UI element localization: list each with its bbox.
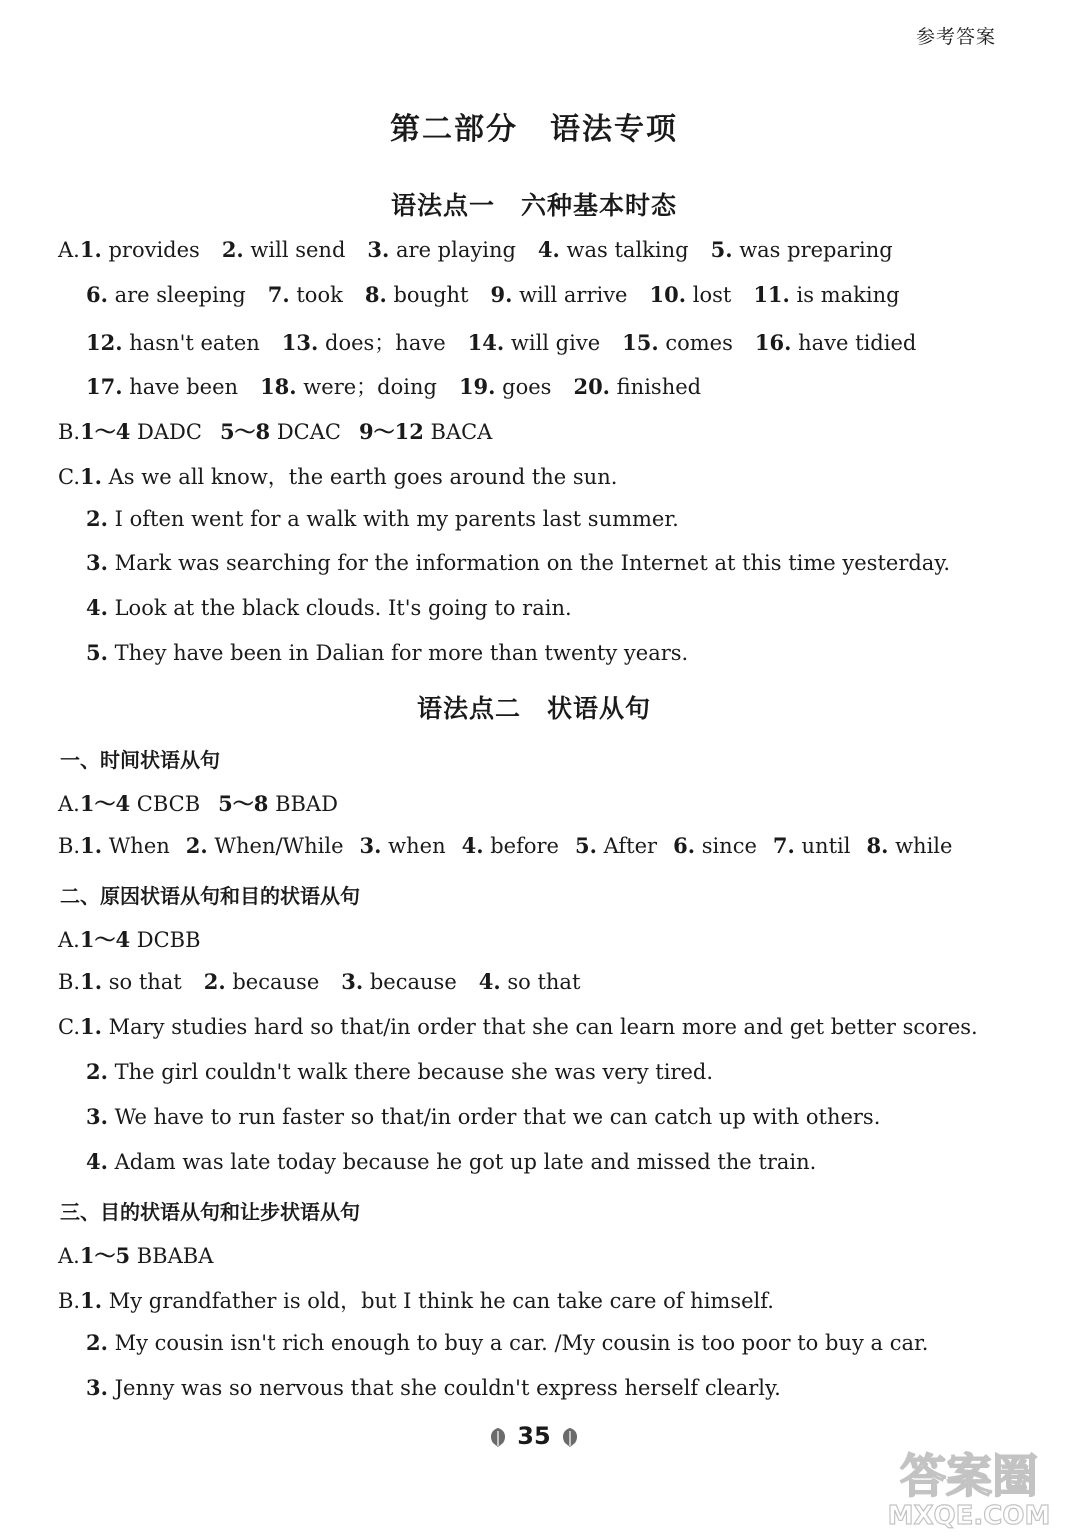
answer-text: goes — [495, 375, 552, 399]
answer-item — [673, 834, 757, 858]
answer-number: 1～4 — [79, 791, 131, 816]
answer-item — [341, 970, 457, 994]
answer-number: 9. — [490, 282, 513, 307]
answer-text: was talking — [559, 238, 689, 262]
answer-number: 13. — [281, 330, 319, 355]
answer-number: 2. — [86, 1330, 108, 1355]
answer-text: is making — [789, 283, 900, 307]
answer-text: bought — [386, 283, 469, 307]
answer-line: C.1. As we all know，the earth goes around the sun. — [58, 464, 618, 489]
answer-text: When — [102, 834, 170, 858]
answer-text: will arrive — [512, 283, 628, 307]
answer-number: 1. — [79, 237, 102, 262]
answer-item — [260, 375, 437, 399]
answer-item — [80, 238, 200, 262]
answer-item — [86, 1060, 713, 1084]
answer-item — [282, 331, 446, 355]
answer-line — [86, 1104, 880, 1129]
answer-item — [365, 283, 469, 307]
answer-number: 5～8 — [219, 419, 271, 444]
leaf-right-icon — [559, 1426, 581, 1448]
answer-item — [80, 420, 202, 444]
answer-text: As we all know，the earth goes around the sun. — [101, 465, 618, 489]
answer-line: B.1. so that 2. because 3. because 4. so that — [58, 969, 581, 994]
answer-number: 1. — [80, 833, 103, 858]
answer-item — [866, 834, 952, 858]
answer-text: DCBB — [130, 928, 201, 952]
answer-line — [86, 550, 950, 575]
answer-text: are sleeping — [107, 283, 246, 307]
answer-text: DCAC — [270, 420, 341, 444]
part-title: 第二部分 语法专项 — [390, 112, 678, 147]
section-title-1: 语法点一 六种基本时态 — [390, 191, 677, 220]
answer-number: 3. — [341, 969, 364, 994]
answer-item — [575, 834, 657, 858]
answer-line — [86, 282, 900, 307]
answer-text: Mary studies hard so that/in order that she can learn more and get better scores. — [101, 1015, 978, 1039]
answer-line: B.1～4 DADC 5～8 DCAC 9～12 BACA — [58, 419, 493, 444]
answer-number: 1～4 — [80, 419, 131, 444]
answer-number: 3. — [367, 237, 390, 262]
answer-number: 11. — [753, 282, 790, 307]
watermark-logo — [884, 1440, 1054, 1530]
answer-line — [86, 1059, 713, 1084]
answer-item — [755, 331, 916, 355]
answer-text: comes — [658, 331, 733, 355]
answer-text: were；doing — [296, 375, 437, 399]
answer-text: before — [483, 834, 559, 858]
answer-text: since — [695, 834, 757, 858]
answer-number: 2. — [185, 833, 208, 858]
answer-item — [222, 238, 346, 262]
answer-item — [462, 834, 559, 858]
answer-number: 4. — [537, 237, 560, 262]
answer-text: while — [888, 834, 953, 858]
answer-item — [459, 375, 552, 399]
answer-item — [80, 1015, 978, 1039]
answer-text: We have to run faster so that/in order that we can catch up with others. — [107, 1105, 881, 1129]
answer-item — [773, 834, 851, 858]
answer-line — [86, 371, 701, 401]
answer-number: 10. — [649, 282, 687, 307]
page-number: 35 — [517, 1422, 551, 1450]
answer-number: 1. — [80, 1014, 102, 1039]
answer-item — [204, 970, 320, 994]
answer-item — [268, 283, 343, 307]
answer-text: lost — [686, 283, 732, 307]
answer-text: so that — [500, 970, 581, 994]
answer-number: 9～12 — [359, 419, 424, 444]
answer-text: Look at the black clouds. It's going to rain. — [107, 596, 572, 620]
answer-text: BBABA — [130, 1244, 214, 1268]
answer-item — [86, 331, 260, 355]
answer-item — [650, 283, 732, 307]
answer-item — [186, 834, 344, 858]
answer-text: hasn't eaten — [122, 331, 260, 355]
answer-number: 2. — [86, 506, 108, 531]
answer-text: My cousin isn't rich enough to buy a car. /My cousin is too poor to buy a car. — [107, 1331, 929, 1355]
answer-number: 3. — [86, 550, 108, 575]
answer-number: 4. — [86, 1149, 108, 1174]
answer-text: BBAD — [268, 792, 338, 816]
answer-item — [86, 1150, 816, 1174]
leaf-left-icon — [487, 1426, 509, 1448]
answer-number: 1～4 — [79, 927, 131, 952]
answer-number: 14. — [467, 330, 505, 355]
answer-number: 3. — [86, 1375, 108, 1400]
answer-number: 2. — [203, 969, 226, 994]
answer-number: 4. — [461, 833, 484, 858]
answer-item — [220, 420, 341, 444]
answer-text: Mark was searching for the information on the Internet at this time yesterday. — [107, 551, 951, 575]
answer-text: I often went for a walk with my parents last summer. — [107, 507, 679, 531]
answer-number: 6. — [86, 282, 108, 307]
answer-line: A.1. provides 2. will send 3. are playing 4. was talking 5. was preparing — [58, 237, 893, 262]
answer-text: My grandfather is old，but I think he can take care of himself. — [102, 1289, 774, 1313]
answer-text: BACA — [423, 420, 493, 444]
answer-number: 1～5 — [79, 1243, 131, 1268]
answer-item — [360, 834, 446, 858]
answer-text: will give — [504, 331, 601, 355]
answer-text: have tidied — [791, 331, 917, 355]
answer-line — [86, 595, 572, 620]
answer-text: CBCB — [130, 792, 201, 816]
svg-text:MXQE.COM: MXQE.COM — [887, 1501, 1051, 1530]
answer-item — [218, 792, 338, 816]
answer-item — [80, 970, 182, 994]
subhead-1: 一、时间状语从句 — [60, 748, 220, 772]
answer-item — [86, 507, 679, 531]
header-label: 参考答案 — [915, 26, 996, 48]
answer-number: 5. — [574, 833, 597, 858]
answer-line — [86, 1330, 928, 1355]
answer-item — [753, 283, 899, 307]
answer-line: A.1～4 DCBB — [58, 927, 201, 952]
answer-line — [86, 1149, 816, 1174]
answer-number: 16. — [754, 330, 792, 355]
answer-number: 5. — [710, 237, 733, 262]
answer-item — [479, 970, 581, 994]
answer-text: Adam was late today because he got up late and missed the train. — [107, 1150, 817, 1174]
answer-line: B.1. When 2. When/While 3. when 4. before 5. After 6. since 7. until 8. while — [58, 833, 953, 858]
svg-text:答案圈: 答案圈 — [900, 1449, 1038, 1503]
answer-item — [86, 1105, 880, 1129]
section-title-2: 语法点二 状语从句 — [416, 694, 651, 723]
answer-number: 2. — [221, 237, 244, 262]
answer-item — [86, 1376, 781, 1400]
answer-text: took — [289, 283, 343, 307]
answer-text: The girl couldn't walk there because she was very tired. — [107, 1060, 713, 1084]
answer-text: because — [225, 970, 320, 994]
subhead-3: 三、目的状语从句和让步状语从句 — [60, 1200, 360, 1224]
answer-number: 18. — [260, 374, 297, 399]
answer-text: finished — [610, 375, 702, 399]
answer-item — [80, 834, 170, 858]
answer-item — [86, 641, 688, 665]
answer-number: 12. — [86, 330, 123, 355]
subhead-2: 二、原因状语从句和目的状语从句 — [60, 884, 360, 908]
answer-number: 3. — [86, 1104, 108, 1129]
answer-item — [80, 1289, 774, 1313]
answer-line: B.1. My grandfather is old，but I think he can take care of himself. — [58, 1288, 774, 1313]
answer-item — [468, 331, 600, 355]
answer-text: After — [596, 834, 658, 858]
answer-item — [80, 928, 201, 952]
answer-item — [86, 1331, 928, 1355]
answer-number: 1. — [80, 1288, 103, 1313]
answer-number: 4. — [478, 969, 501, 994]
answer-item — [367, 238, 516, 262]
answer-number: 3. — [359, 833, 382, 858]
answer-text: will send — [243, 238, 346, 262]
answer-line: A.1～4 CBCB 5～8 BBAD — [58, 791, 338, 816]
answer-number: 7. — [772, 833, 795, 858]
answer-item — [573, 375, 701, 399]
answer-line: C.1. Mary studies hard so that/in order that she can learn more and get better scores. — [58, 1014, 978, 1039]
answer-text: Jenny was so nervous that she couldn't express herself clearly. — [107, 1376, 781, 1400]
answer-text: does；have — [318, 331, 446, 355]
answer-number: 8. — [364, 282, 387, 307]
answer-item — [80, 792, 200, 816]
answer-number: 6. — [673, 833, 696, 858]
answer-item — [86, 596, 572, 620]
answer-number: 15. — [622, 330, 659, 355]
answer-text: because — [363, 970, 457, 994]
answer-line — [86, 506, 679, 531]
answer-text: when — [381, 834, 446, 858]
answer-text: have been — [122, 375, 239, 399]
answer-number: 1. — [80, 464, 102, 489]
answer-line — [86, 640, 688, 665]
answer-number: 4. — [86, 595, 108, 620]
answer-number: 2. — [86, 1059, 108, 1084]
answer-number: 20. — [573, 374, 610, 399]
answer-item — [359, 420, 492, 444]
answer-line: A.1～5 BBABA — [58, 1243, 214, 1268]
answer-number: 7. — [267, 282, 290, 307]
answer-number: 1. — [80, 969, 103, 994]
answer-item — [86, 551, 950, 575]
answer-text: DADC — [130, 420, 202, 444]
answer-item — [86, 283, 246, 307]
answer-item — [538, 238, 689, 262]
answer-line — [86, 327, 916, 357]
answer-item — [490, 283, 627, 307]
answer-number: 8. — [866, 833, 889, 858]
answer-item — [80, 1244, 214, 1268]
answer-text: until — [794, 834, 851, 858]
answer-item — [711, 238, 893, 262]
answer-number: 5～8 — [218, 791, 269, 816]
answer-text: are playing — [389, 238, 516, 262]
answer-text: They have been in Dalian for more than twenty years. — [107, 641, 689, 665]
answer-line — [86, 1375, 781, 1400]
answer-item — [622, 331, 733, 355]
answer-text: provides — [101, 238, 200, 262]
answer-number: 5. — [86, 640, 108, 665]
answer-item — [86, 375, 238, 399]
answer-text: was preparing — [732, 238, 893, 262]
answer-number: 17. — [86, 374, 123, 399]
answer-number: 19. — [458, 374, 496, 399]
answer-text: When/While — [207, 834, 344, 858]
answer-item — [80, 465, 617, 489]
answer-text: so that — [102, 970, 182, 994]
